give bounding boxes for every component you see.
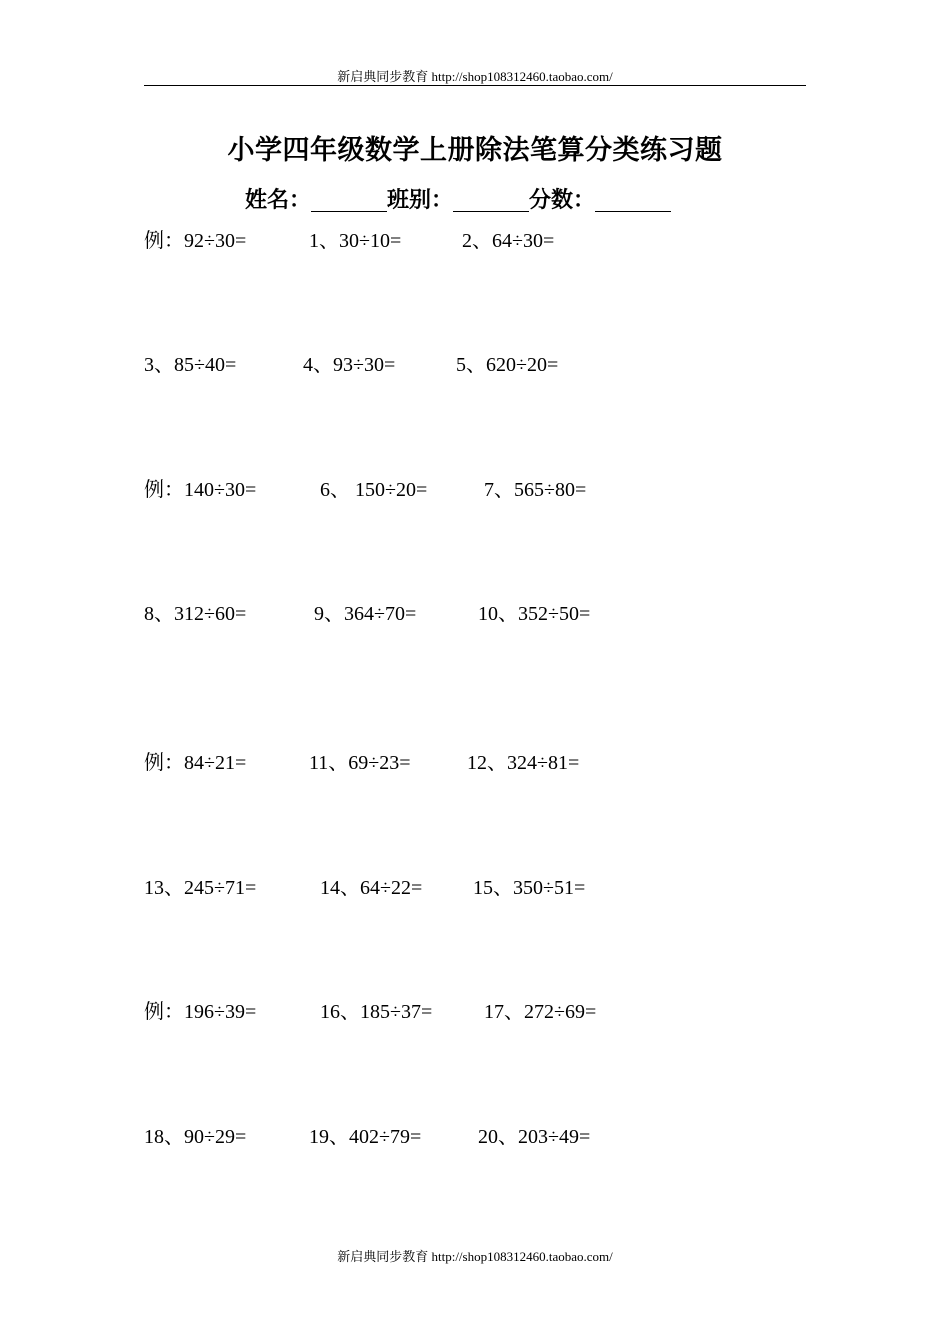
problem-row bbox=[0, 473, 950, 503]
score-blank bbox=[595, 189, 671, 212]
problem: 5、620÷20= bbox=[456, 354, 559, 376]
problem: 9、364÷70= bbox=[314, 603, 417, 625]
problem-row bbox=[0, 1120, 950, 1150]
problem-row bbox=[0, 348, 950, 378]
problem: 7、565÷80= bbox=[484, 479, 587, 501]
worksheet-title: 小学四年级数学上册除法笔算分类练习题 bbox=[227, 135, 723, 166]
problem: 15、350÷51= bbox=[473, 877, 586, 899]
problem-row bbox=[0, 995, 950, 1025]
header-divider bbox=[144, 85, 806, 86]
problem: 4、93÷30= bbox=[303, 354, 396, 376]
problem: 8、312÷60= bbox=[144, 603, 247, 625]
problem-row bbox=[0, 597, 950, 627]
problem: 16、185÷37= bbox=[320, 1001, 433, 1023]
problem: 19、402÷79= bbox=[309, 1126, 422, 1148]
problem: 例：196÷39= bbox=[144, 1001, 257, 1023]
score-label: 分数： bbox=[529, 188, 596, 213]
class-blank bbox=[453, 189, 529, 212]
problem: 17、272÷69= bbox=[484, 1001, 597, 1023]
name-label: 姓名： bbox=[245, 188, 312, 213]
problem: 3、85÷40= bbox=[144, 354, 237, 376]
problem: 6、 150÷20= bbox=[320, 479, 428, 501]
problem: 例：92÷30= bbox=[144, 230, 247, 252]
problem: 14、64÷22= bbox=[320, 877, 423, 899]
problem: 20、203÷49= bbox=[478, 1126, 591, 1148]
name-blank bbox=[311, 189, 387, 212]
page-header: 新启典同步教育 http://shop108312460.taobao.com/ bbox=[337, 69, 613, 84]
problem: 2、64÷30= bbox=[462, 230, 555, 252]
problem: 1、30÷10= bbox=[309, 230, 402, 252]
problem: 例：140÷30= bbox=[144, 479, 257, 501]
class-label: 班别： bbox=[387, 188, 454, 213]
problem: 例：84÷21= bbox=[144, 752, 247, 774]
problem-row bbox=[0, 746, 950, 776]
student-info-line bbox=[245, 183, 671, 214]
problem: 12、324÷81= bbox=[467, 752, 580, 774]
problem: 10、352÷50= bbox=[478, 603, 591, 625]
page-footer: 新启典同步教育 http://shop108312460.taobao.com/ bbox=[337, 1249, 613, 1264]
problem: 18、90÷29= bbox=[144, 1126, 247, 1148]
problem-row bbox=[0, 224, 950, 254]
problem-row bbox=[0, 871, 950, 901]
problem: 13、245÷71= bbox=[144, 877, 257, 899]
problem: 11、69÷23= bbox=[309, 752, 411, 774]
